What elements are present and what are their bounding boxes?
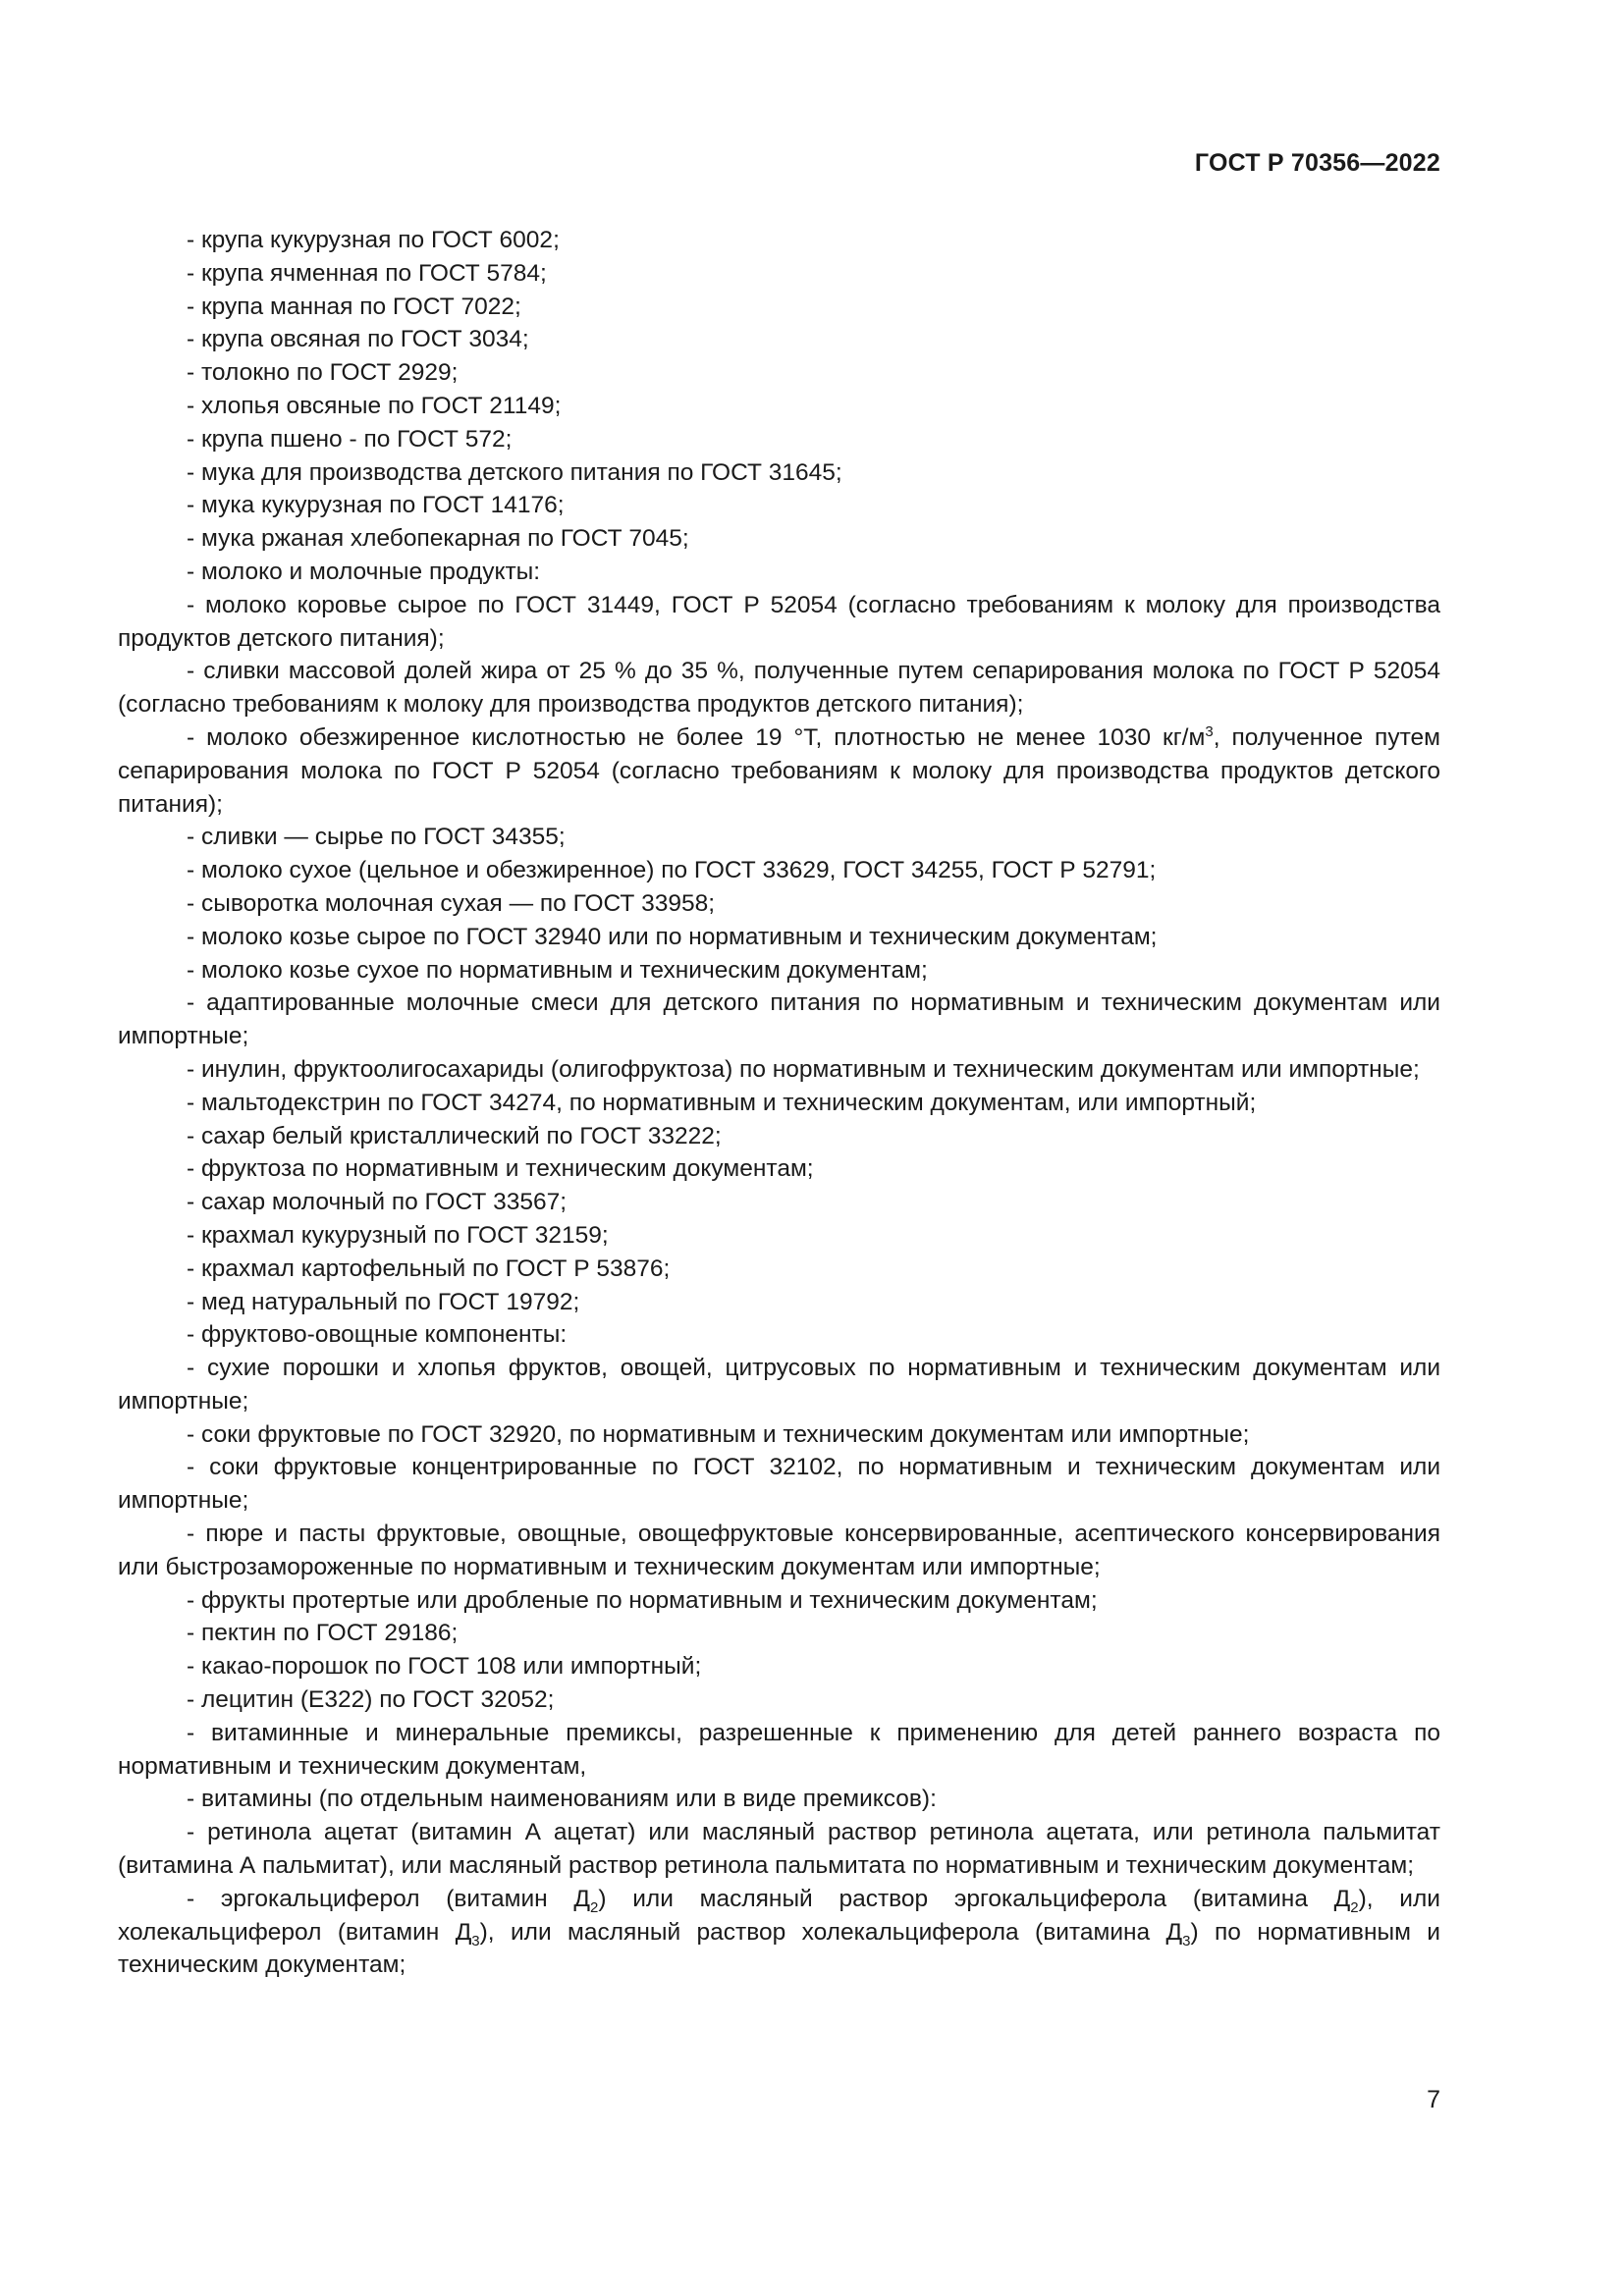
vitamin-d-text-5: ) по нормативным и техническим документам; bbox=[118, 1918, 1440, 1979]
list-item: - мед натуральный по ГОСТ 19792; bbox=[187, 1288, 580, 1315]
list-item: - пектин по ГОСТ 29186; bbox=[187, 1620, 459, 1647]
list-item: - сахар белый кристаллический по ГОСТ 33222; bbox=[187, 1122, 722, 1149]
list-item: - витамины (по отдельным наименованиям или в виде премиксов): bbox=[187, 1786, 937, 1813]
list-item: - сухие порошки и хлопья фруктов, овощей, цитрусовых по нормативным и техническим документам или импортные; bbox=[118, 1355, 1440, 1415]
list-item: - фруктово-овощные компоненты: bbox=[187, 1321, 568, 1349]
document-header: ГОСТ Р 70356—2022 bbox=[1194, 149, 1440, 177]
list-item: - соки фруктовые концентрированные по ГОСТ 32102, по нормативным и техническим документам или импортные; bbox=[118, 1454, 1440, 1515]
list-item: - сыворотка молочная сухая — по ГОСТ 33958; bbox=[187, 889, 716, 917]
list-item: - мальтодекстрин по ГОСТ 34274, по нормативным и техническим документам, или импортный; bbox=[187, 1089, 1257, 1116]
list-item: - инулин, фруктоолигосахариды (олигофруктоза) по нормативным и техническим документам или импортные; bbox=[187, 1055, 1420, 1083]
list-item: - лецитин (Е322) по ГОСТ 32052; bbox=[187, 1686, 555, 1714]
vitamin-d-subscript: 2 bbox=[1350, 1898, 1359, 1916]
list-item: - молоко козье сухое по нормативным и техническим документам; bbox=[187, 956, 928, 984]
list-item: - крупа пшено - по ГОСТ 572; bbox=[187, 425, 513, 453]
list-item: - адаптированные молочные смеси для детского питания по нормативным и техническим документам или импортные; bbox=[118, 989, 1440, 1050]
list-item: - молоко и молочные продукты: bbox=[187, 558, 541, 585]
page-number: 7 bbox=[1427, 2086, 1440, 2113]
vitamin-d-text-3: ), или холекальциферол (витамин Д bbox=[118, 1885, 1440, 1946]
list-item: - молоко коровье сырое по ГОСТ 31449, ГОСТ Р 52054 (согласно требованиям к молоку для производства продуктов детского питания); bbox=[118, 591, 1440, 652]
vitamin-d-subscript: 3 bbox=[471, 1932, 480, 1949]
list-item: - молоко сухое (цельное и обезжиренное) по ГОСТ 33629, ГОСТ 34255, ГОСТ Р 52791; bbox=[187, 857, 1157, 884]
list-item: - молоко козье сырое по ГОСТ 32940 или по нормативным и техническим документам; bbox=[187, 923, 1158, 950]
list-item: - сливки массовой долей жира от 25 % до 35 %, полученные путем сепарирования молока по ГОСТ Р 52054 (согласно требованиям к молоку для производства продуктов детского питания); bbox=[118, 658, 1440, 719]
document-body bbox=[118, 224, 1440, 1982]
list-item: - какао-порошок по ГОСТ 108 или импортный; bbox=[187, 1653, 702, 1681]
list-item-skim-milk bbox=[118, 721, 1440, 821]
list-item: - сахар молочный по ГОСТ 33567; bbox=[187, 1189, 568, 1216]
list-item: - крахмал кукурузный по ГОСТ 32159; bbox=[187, 1221, 609, 1249]
list-item: - крахмал картофельный по ГОСТ Р 53876; bbox=[187, 1255, 671, 1282]
vitamin-d-text-4: ), или масляный раствор холекальциферола (витамина Д bbox=[479, 1918, 1183, 1946]
list-item: - витаминные и минеральные премиксы, разрешенные к применению для детей раннего возраста по нормативным и техническим документам, bbox=[118, 1719, 1440, 1780]
vitamin-d-subscript: 2 bbox=[590, 1898, 599, 1916]
vitamin-d-subscript: 3 bbox=[1182, 1932, 1191, 1949]
list-item: - фрукты протертые или дробленые по нормативным и техническим документам; bbox=[187, 1586, 1098, 1614]
list-item: - крупа манная по ГОСТ 7022; bbox=[187, 293, 521, 320]
skim-milk-exponent: 3 bbox=[1205, 722, 1214, 740]
skim-milk-text-1: - молоко обезжиренное кислотностью не более 19 °Т, плотностью не менее 1030 кг/м bbox=[187, 723, 1206, 751]
list-item: - пюре и пасты фруктовые, овощные, овощефруктовые консервированные, асептического консервирования или быстрозамороженные по нормативным и техническим документам или импортные; bbox=[118, 1521, 1440, 1580]
list-item: - ретинола ацетат (витамин А ацетат) или масляный раствор ретинола ацетата, или ретинола пальмитат (витамина А пальмитат), или масляный раствор ретинола пальмитата по нормативным и техническим документам; bbox=[118, 1819, 1440, 1880]
list-item: - крупа овсяная по ГОСТ 3034; bbox=[187, 326, 529, 353]
list-item: - мука кукурузная по ГОСТ 14176; bbox=[187, 492, 565, 519]
list-item: - крупа ячменная по ГОСТ 5784; bbox=[187, 259, 547, 287]
list-item: - толокно по ГОСТ 2929; bbox=[187, 359, 459, 387]
list-item: - хлопья овсяные по ГОСТ 21149; bbox=[187, 392, 562, 419]
vitamin-d-text-1: - эргокальциферол (витамин Д bbox=[187, 1885, 591, 1912]
list-item-vitamin-d bbox=[118, 1883, 1440, 1982]
list-item: - крупа кукурузная по ГОСТ 6002; bbox=[187, 227, 560, 253]
skim-milk-text-2: , полученное путем сепарирования молока по ГОСТ Р 52054 (согласно требованиям к молоку для производства продуктов детского питания); bbox=[118, 723, 1440, 818]
list-item: - мука ржаная хлебопекарная по ГОСТ 7045; bbox=[187, 525, 689, 553]
list-item: - мука для производства детского питания по ГОСТ 31645; bbox=[187, 458, 842, 486]
vitamin-d-text-2: ) или масляный раствор эргокальциферола (витамина Д bbox=[598, 1885, 1351, 1912]
list-item: - соки фруктовые по ГОСТ 32920, по нормативным и техническим документам или импортные; bbox=[187, 1420, 1250, 1448]
list-item: - фруктоза по нормативным и техническим документам; bbox=[187, 1155, 814, 1183]
list-item: - сливки — сырье по ГОСТ 34355; bbox=[187, 824, 566, 851]
